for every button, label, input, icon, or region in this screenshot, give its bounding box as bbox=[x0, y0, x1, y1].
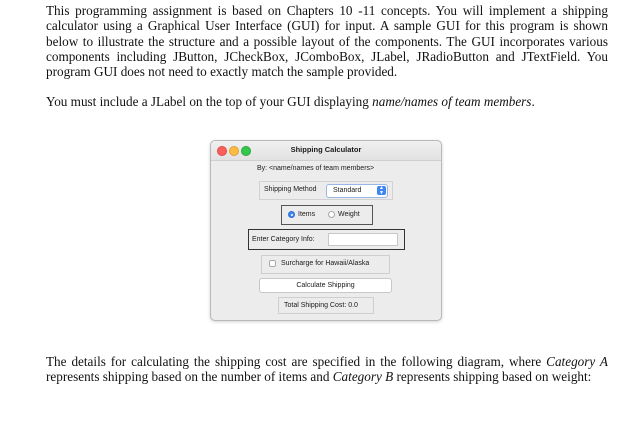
category-radio-group bbox=[281, 205, 373, 225]
shipping-method-combobox[interactable] bbox=[326, 184, 388, 198]
category-info-row bbox=[248, 229, 405, 250]
surcharge-row bbox=[261, 255, 390, 274]
calculate-shipping-button[interactable]: Calculate Shipping bbox=[259, 278, 392, 293]
window-title: Shipping Calculator bbox=[290, 145, 362, 154]
items-radio-label[interactable]: Items bbox=[298, 211, 316, 218]
weight-radio-button[interactable] bbox=[328, 211, 335, 218]
surcharge-checkbox[interactable] bbox=[269, 260, 276, 267]
details-text-1: The details for calculating the shipping cost are specified in the following diagram, where bbox=[46, 354, 547, 369]
requirement-text: You must include a JLabel on the top of your GUI displaying bbox=[46, 94, 373, 109]
items-radio-button[interactable] bbox=[288, 211, 295, 218]
requirement-paragraph bbox=[46, 94, 608, 109]
intro-paragraph: This programming assignment is based on Chapters 10 -11 concepts. You will implement a shipping calculator using a Graphical User Interface (GUI) for input. A sample GUI for this program is shown below to illustrate the structure and a possible layout of the components. The GUI incorporates various components including JButton, JCheckBox, JComboBox, JLabel, JRadioButton and JTextField. You program GUI does not need to exactly match the sample provided. bbox=[46, 3, 608, 80]
window-titlebar bbox=[211, 141, 441, 161]
category-info-label: Enter Category Info: bbox=[252, 236, 315, 243]
total-cost-row bbox=[278, 297, 374, 314]
details-paragraph bbox=[46, 354, 608, 385]
shipping-method-label: Shipping Method bbox=[264, 186, 317, 193]
shipping-method-value: Standard bbox=[333, 187, 362, 194]
details-text-2: represents shipping based on the number of items and bbox=[46, 369, 333, 385]
surcharge-label[interactable]: Surcharge for Hawaii/Alaska bbox=[281, 260, 370, 267]
requirement-italic: name/names of team members bbox=[372, 94, 532, 109]
category-b-term: Category B bbox=[332, 369, 394, 385]
details-text-3: represents shipping based on weight: bbox=[393, 369, 592, 385]
shipping-method-row bbox=[259, 181, 393, 200]
requirement-end: . bbox=[531, 94, 535, 109]
team-members-label: By: <name/names of team members> bbox=[257, 165, 375, 172]
total-cost-label: Total Shipping Cost: 0.0 bbox=[284, 302, 358, 309]
category-a-term: Category A bbox=[546, 354, 608, 369]
shipping-calculator-window bbox=[210, 140, 442, 321]
chevron-updown-icon: ▲ ▼ bbox=[377, 186, 386, 195]
weight-radio-label[interactable]: Weight bbox=[338, 211, 360, 218]
category-info-field[interactable] bbox=[328, 233, 398, 246]
